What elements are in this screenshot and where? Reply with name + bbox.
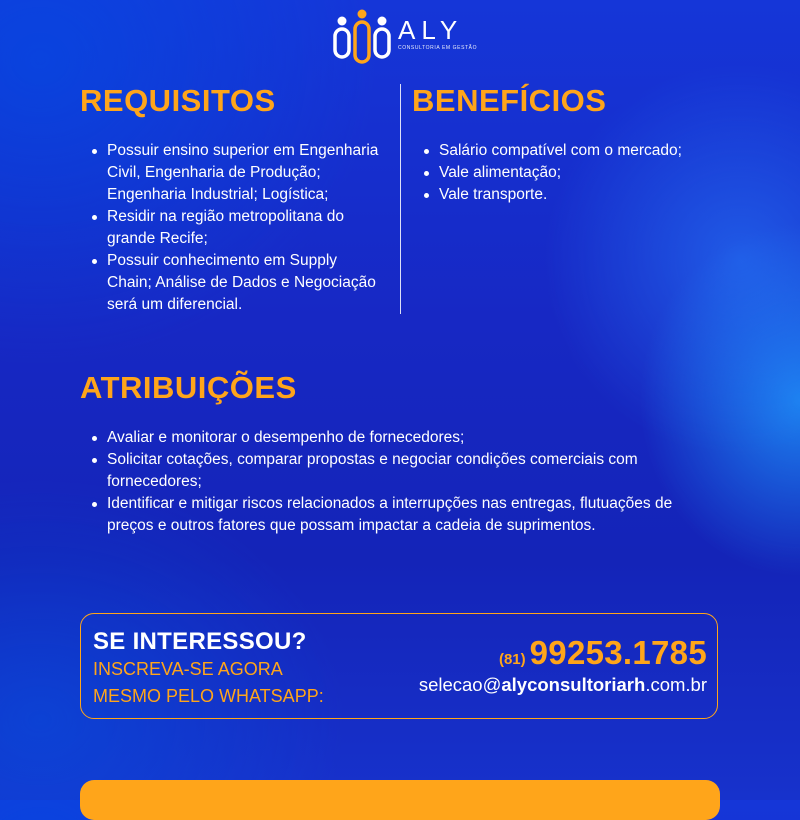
list-item: Salário compatível com o mercado; [412, 140, 732, 162]
cta-line-1: INSCREVA-SE AGORA [93, 659, 283, 679]
email-user: selecao@ [418, 674, 502, 695]
three-people-icon [332, 8, 392, 66]
requisitos-heading: REQUISITOS [80, 83, 276, 118]
logo-name: ALY [398, 15, 464, 45]
logo-subtitle: CONSULTORIA EM GESTÃO [398, 45, 478, 51]
list-item: Avaliar e monitorar o desempenho de fornecedores; [80, 427, 710, 449]
beneficios-list [412, 140, 732, 206]
cta-subtitle [93, 656, 324, 710]
list-item: Residir na região metropolitana do grande Recife; [80, 206, 380, 250]
cta-line-2: MESMO PELO WHATSAPP: [93, 686, 324, 706]
atribuicoes-list [80, 427, 710, 537]
list-item: Vale transporte. [412, 184, 732, 206]
list-item: Vale alimentação; [412, 162, 732, 184]
phone-area-code: (81) [498, 651, 526, 668]
requisitos-list [80, 140, 380, 316]
column-divider [400, 84, 401, 314]
aly-logo [332, 8, 477, 66]
bottom-bar [80, 780, 720, 820]
email-domain: alyconsultoriarh [501, 674, 646, 695]
email-suffix: .com.br [645, 674, 707, 695]
atribuicoes-heading: ATRIBUIÇÕES [80, 370, 297, 405]
cta-title: SE INTERESSOU? [93, 628, 307, 655]
list-item: Identificar e mitigar riscos relacionados a interrupções nas entregas, flutuações de preços e outros fatores que possam impactar a cadeia de suprimentos. [80, 493, 710, 537]
contact-box [80, 613, 718, 719]
phone-number: 99253.1785 [529, 634, 707, 671]
list-item: Possuir ensino superior em Engenharia Civil, Engenharia de Produção; Engenharia Industrial; Logística; [80, 140, 380, 206]
beneficios-heading: BENEFÍCIOS [412, 83, 607, 118]
whatsapp-phone[interactable] [499, 634, 707, 672]
email-link[interactable] [419, 674, 707, 696]
list-item: Possuir conhecimento em Supply Chain; Análise de Dados e Negociação será um diferencial. [80, 250, 380, 316]
list-item: Solicitar cotações, comparar propostas e negociar condições comerciais com fornecedores; [80, 449, 710, 493]
